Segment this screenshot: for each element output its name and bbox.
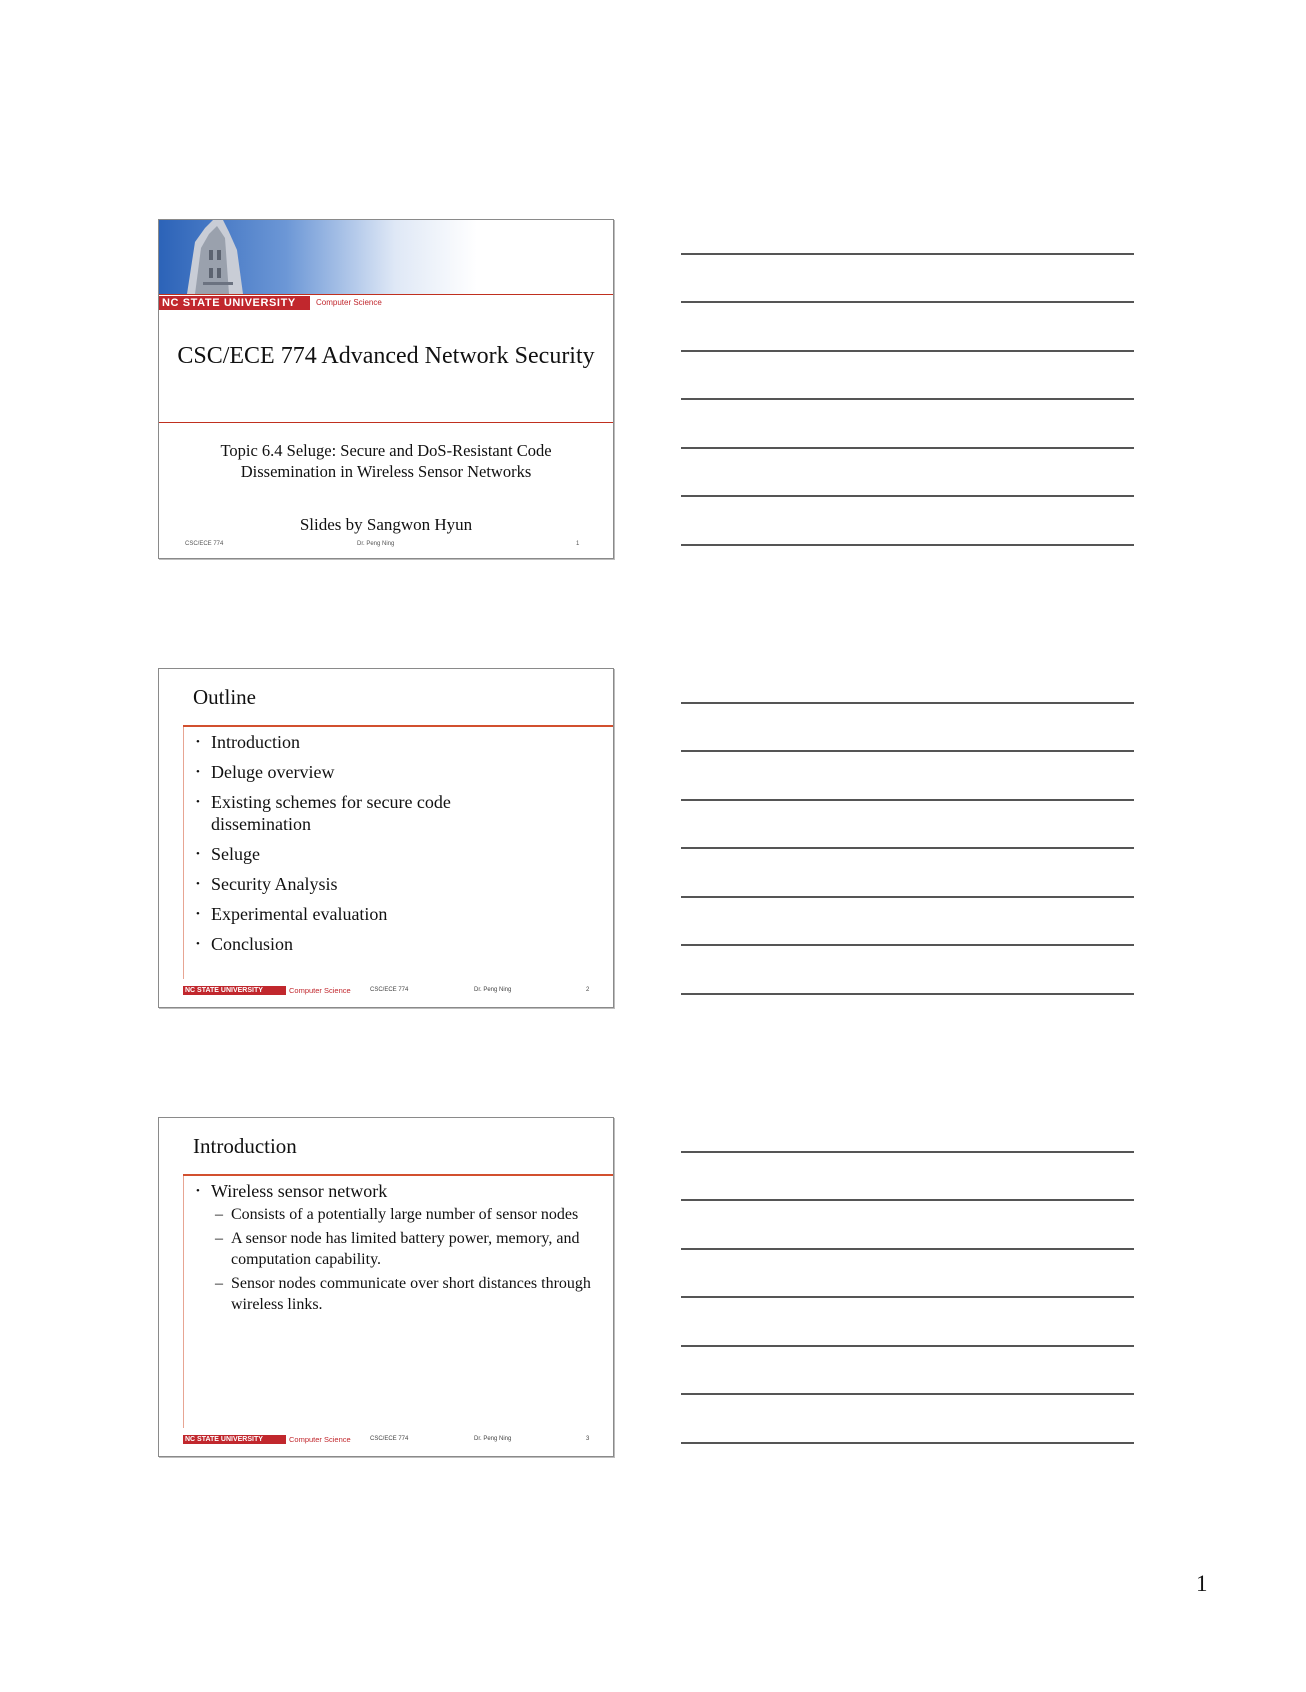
page-number: 1 — [1196, 1571, 1208, 1596]
department-label: Computer Science — [316, 298, 382, 307]
outline-list — [195, 731, 595, 963]
bullet-item — [195, 1180, 595, 1315]
slide-title: Outline — [193, 685, 256, 709]
note-line — [681, 1199, 1134, 1201]
note-line — [681, 398, 1134, 400]
byline-text: Slides by Sangwon Hyun — [299, 515, 473, 534]
title-underline — [183, 1174, 613, 1176]
belltower-banner-image — [159, 220, 613, 294]
footer-course: CSC/ECE 774 — [370, 1436, 409, 1442]
footer-course: CSC/ECE 774 — [370, 987, 409, 993]
slide-3 — [158, 1117, 614, 1457]
title-divider — [159, 422, 613, 423]
footer-author: Dr. Peng Ning — [474, 1436, 512, 1442]
note-line — [681, 253, 1134, 255]
note-line — [681, 350, 1134, 352]
header-divider — [159, 294, 613, 295]
university-logo: NC STATE UNIVERSITY — [159, 296, 310, 310]
note-line — [681, 447, 1134, 449]
footer-slide-number: 1 — [576, 541, 580, 547]
footer-department: Computer Science — [289, 986, 351, 995]
footer-university-logo: NC STATE UNIVERSITY — [183, 986, 286, 995]
note-line — [681, 495, 1134, 497]
outline-item: • Existing schemes for secure code dissemination — [195, 791, 511, 835]
slide-title: Introduction — [193, 1134, 297, 1158]
body-left-rule — [183, 727, 184, 979]
note-line — [681, 702, 1134, 704]
footer-author: Dr. Peng Ning — [357, 541, 395, 547]
note-line — [681, 1296, 1134, 1298]
sub-bullet-item: – Consists of a potentially large number of sensor nodes — [211, 1204, 595, 1225]
sub-bullet-item: – A sensor node has limited battery power, memory, and computation capability. — [211, 1228, 595, 1270]
outline-item: • Experimental evaluation — [195, 903, 595, 925]
slide-title: CSC/ECE 774 Advanced Network Security — [177, 343, 595, 369]
outline-item: • Seluge — [195, 843, 595, 865]
note-line — [681, 1345, 1134, 1347]
note-line — [681, 1393, 1134, 1395]
outline-item: • Introduction — [195, 731, 595, 753]
bullet-list — [195, 1180, 595, 1323]
footer-department: Computer Science — [289, 1435, 351, 1444]
footer-university-logo: NC STATE UNIVERSITY — [183, 1435, 286, 1444]
note-line — [681, 750, 1134, 752]
note-line — [681, 799, 1134, 801]
footer-slide-number: 3 — [586, 1436, 590, 1442]
note-line — [681, 544, 1134, 546]
note-line — [681, 301, 1134, 303]
outline-item: • Deluge overview — [195, 761, 595, 783]
footer-slide-number: 2 — [586, 987, 590, 993]
note-line — [681, 1248, 1134, 1250]
body-left-rule — [183, 1176, 184, 1428]
note-line — [681, 896, 1134, 898]
slide-1 — [158, 219, 614, 559]
note-line — [681, 1151, 1134, 1153]
sub-bullet-list — [211, 1204, 595, 1315]
note-line — [681, 944, 1134, 946]
outline-item: • Security Analysis — [195, 873, 595, 895]
footer-course: CSC/ECE 774 — [185, 541, 224, 547]
sub-bullet-item: – Sensor nodes communicate over short distances through wireless links. — [211, 1273, 595, 1315]
outline-item: • Conclusion — [195, 933, 595, 955]
footer-author: Dr. Peng Ning — [474, 987, 512, 993]
note-line — [681, 993, 1134, 995]
topic-text: Topic 6.4 Seluge: Secure and DoS-Resistant Code Dissemination in Wireless Sensor Networks — [220, 441, 552, 481]
note-line — [681, 847, 1134, 849]
slide-2 — [158, 668, 614, 1008]
title-underline — [183, 725, 613, 727]
bullet-text: Wireless sensor network — [211, 1181, 388, 1201]
note-line — [681, 1442, 1134, 1444]
